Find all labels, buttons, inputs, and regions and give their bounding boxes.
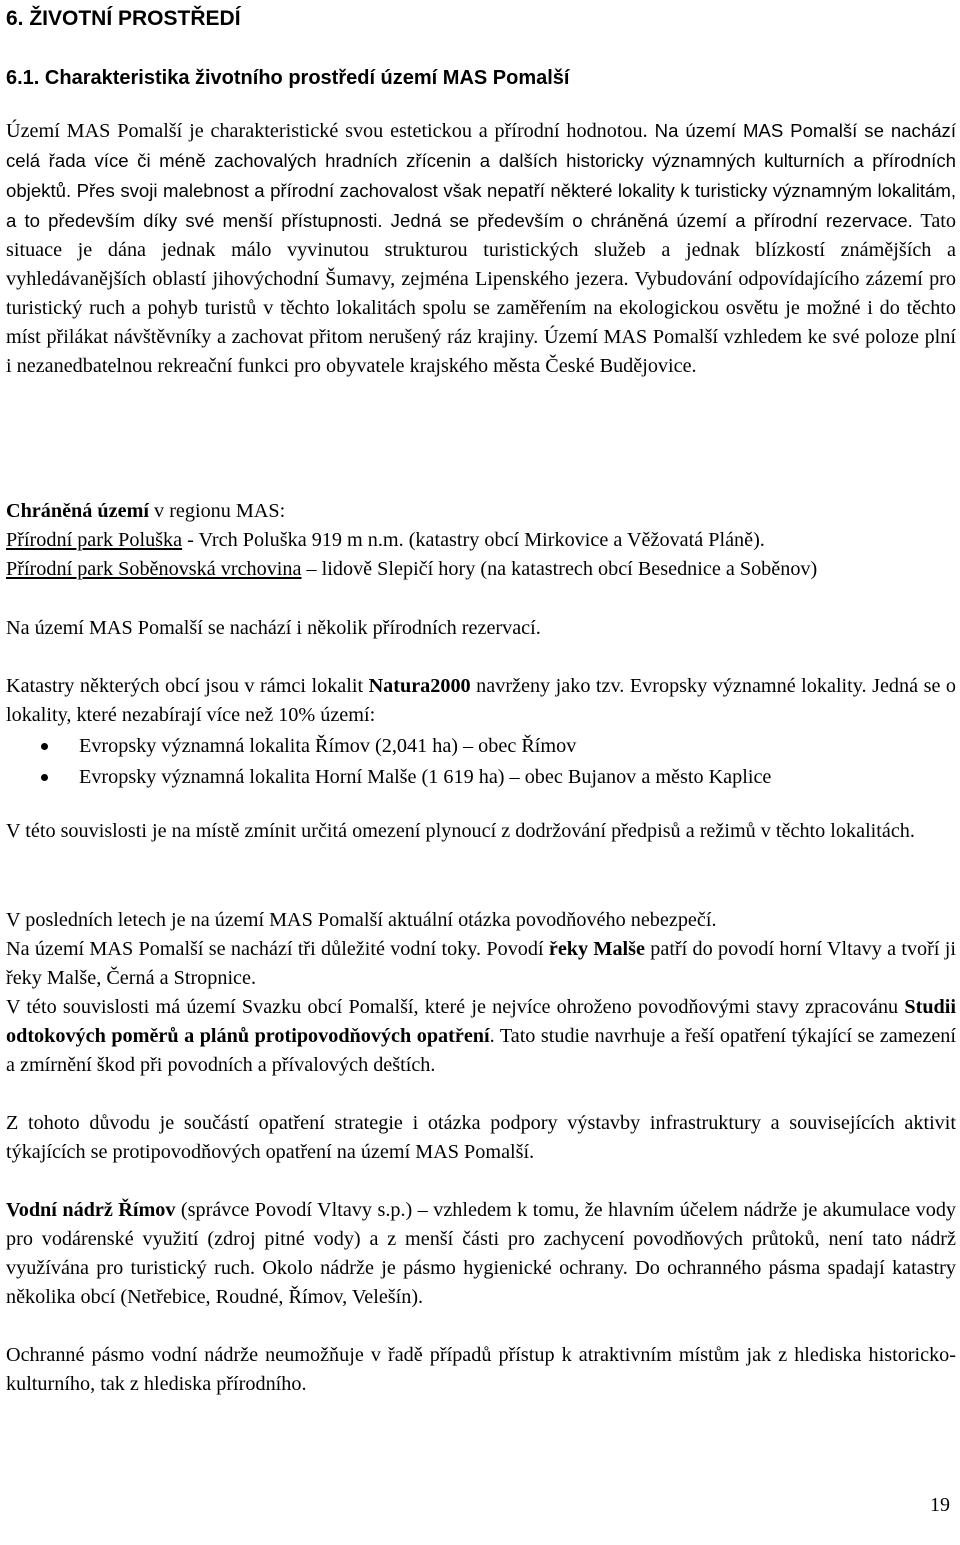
natura-term: Natura2000 (368, 675, 471, 697)
restrictions-paragraph: V této souvislosti je na místě zmínit určitá omezení plynoucí z dodržování předpisů a režimů v těchto lokalitách. (6, 820, 915, 842)
park-poluska (6, 526, 956, 555)
bullet-icon (41, 743, 48, 750)
intro-paragraph (6, 116, 956, 381)
bullet-icon (41, 774, 48, 781)
flood-p2-before: Na území MAS Pomalší se nachází tři důležité vodní toky. Povodí (6, 938, 549, 960)
protected-areas-title-rest: v regionu MAS: (149, 500, 286, 522)
page-number: 19 (930, 1494, 950, 1516)
park-sobenovska-desc: – lidově Slepičí hory (na katastrech obcí Besednice a Soběnov) (301, 558, 818, 580)
intro-sentence-4: Jedná se především o chráněná území a přírodní rezervace. (382, 210, 913, 231)
flood-p3-before: V této souvislosti má území Svazku obcí Pomalší, které je nejvíce ohroženo povodňovými stavy zpracovánu (6, 996, 905, 1018)
rimov-title: Vodní nádrž Římov (6, 1199, 176, 1221)
flood-paragraph-1: V posledních letech je na území MAS Pomalší aktuální otázka povodňového nebezpečí. (6, 909, 717, 931)
rimov-paragraph (6, 1196, 956, 1312)
park-sobenovska (6, 555, 956, 584)
intro-sentence-7: Území MAS Pomalší vzhledem ke své poloze plní i nezanedbatelnou rekreační funkci pro obyvatele krajského města České Budějovice. (6, 326, 956, 377)
flood-paragraph-4: Z tohoto důvodu je součástí opatření strategie i otázka podpory výstavby infrastruktury a souvisejících aktivit týkajících se protipovodňových opatření na území MAS Pomalší. (6, 1112, 956, 1163)
park-poluska-desc: - Vrch Poluška 919 m n.m. (katastry obcí Mirkovice a Věžovatá Pláně). (182, 529, 765, 551)
flood-study-title: Studii odtokových poměrů a plánů protipovodňových opatření (6, 996, 956, 1047)
chapter-heading: 6. ŽIVOTNÍ PROSTŘEDÍ (6, 7, 241, 30)
flood-p2-bold: řeky Malše (548, 938, 645, 960)
intro-sentence-2: Na území MAS Pomalší se nachází celá řada více či méně zachovalých hradních zřícenin a dalších historicky významných kulturních a přírodních objektů. (6, 120, 956, 201)
list-item (6, 731, 956, 762)
intro-sentence-1: Území MAS Pomalší je charakteristické svou estetickou a přírodní hodnotou. (6, 120, 648, 142)
list-item (6, 762, 956, 793)
list-item-text: Evropsky významná lokalita Římov (2,041 ha) – obec Římov (79, 735, 577, 757)
section-heading: 6.1. Charakteristika životního prostředí území MAS Pomalší (6, 67, 570, 89)
park-poluska-name: Přírodní park Poluška (6, 529, 183, 551)
natura-sentence-2: Jedná se o lokality, které nezabírají více než 10% území: (6, 675, 957, 726)
natura-paragraph (6, 672, 956, 730)
natura-text-after: navrženy jako tzv. Evropsky významné lokality. (470, 675, 867, 697)
list-item-text: Evropsky významná lokalita Horní Malše (1 619 ha) – obec Bujanov a město Kaplice (79, 766, 772, 788)
flood-paragraph-2 (6, 935, 956, 993)
protected-areas-title: Chráněná území (6, 500, 149, 522)
flood-paragraph-3 (6, 993, 956, 1080)
intro-sentence-5: Tato situace je dána jednak málo vyvinutou strukturou turistických služeb a jednak blízkostí známějších a vyhledávanějších oblastí jihovýchodní Šumavy, zejména Lipenského jezera. (6, 210, 957, 290)
reserves-paragraph: Na území MAS Pomalší se nachází i několik přírodních rezervací. (6, 617, 541, 639)
rimov-text: (správce Povodí Vltavy s.p.) – vzhledem k tomu, že hlavním účelem nádrže je akumulace vody pro vodárenské využití (zdroj pitné vody) a z menší části pro zachycení povodňových průtoků, není tato nádrž využívána pro turistický ruch. Okolo nádrže je pásmo hygienické ochrany. Do ochranného pásma spadají katastry několika obcí (Netřebice, Roudné, Římov, Velešín). (6, 1199, 957, 1308)
protected-areas-heading (6, 497, 956, 526)
protection-zone-paragraph: Ochranné pásmo vodní nádrže neumožňuje v řadě případů přístup k atraktivním místům jak z hlediska historicko-kulturního, tak z hlediska přírodního. (6, 1344, 956, 1395)
flood-p3-after: . Tato studie navrhuje a řeší opatření týkající se zamezení a zmírnění škod při povodních a přívalových deštích. (6, 1025, 956, 1076)
intro-sentence-6: Vybudování odpovídajícího zázemí pro turistický ruch a pohyb turistů v těchto lokalitách spolu se zaměřením na ekologickou osvětu je možné i do těchto míst přilákat návštěvníky a zachovat přitom nerušený ráz krajiny. (6, 268, 957, 348)
park-sobenovska-name: Přírodní park Soběnovská vrchovina (6, 558, 302, 580)
natura-text-before: Katastry některých obcí jsou v rámci lokalit (6, 675, 369, 697)
natura-sites-list (6, 731, 956, 793)
intro-sentence-3: Přes svoji malebnost a přírodní zachovalost však nepatří některé lokality k turisticky významným lokalitám, a to především díky své menší přístupnosti. (6, 180, 956, 231)
flood-p2-after: patří do povodí horní Vltavy a tvoří ji řeky Malše, Černá a Stropnice. (6, 938, 956, 989)
